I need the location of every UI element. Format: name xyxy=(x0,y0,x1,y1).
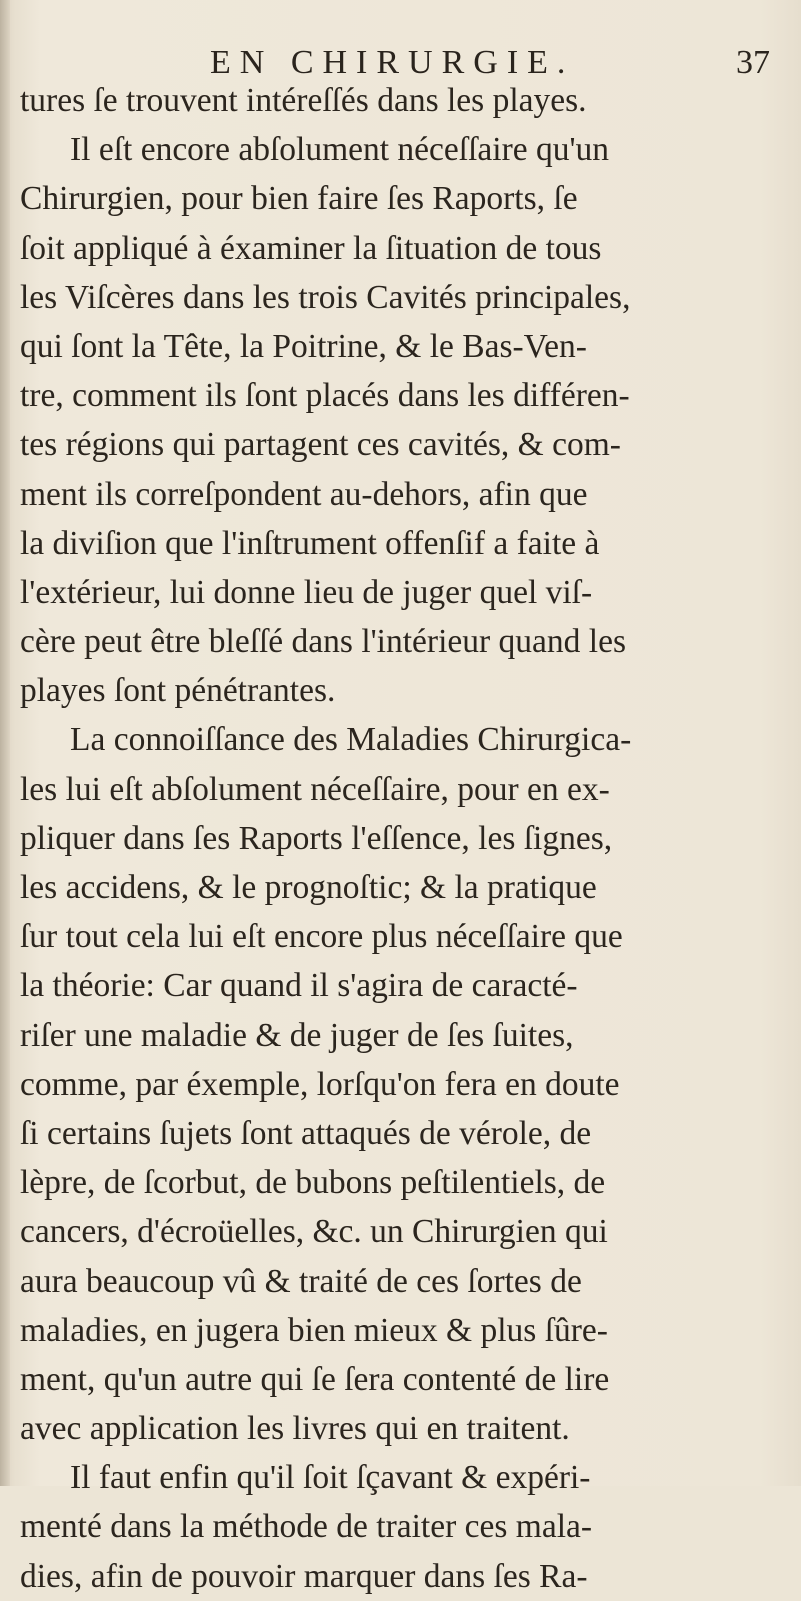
text-line: Il faut enfin qu'il ſoit ſçavant & expéri- xyxy=(70,1459,591,1497)
text-line: ment, qu'un autre qui ſe ſera contenté de lire xyxy=(20,1360,610,1398)
text-line: les accidens, & le prognoſtic; & la pratique xyxy=(20,869,597,906)
text-line: cancers, d'écroüelles, &c. un Chirurgien qui xyxy=(20,1213,608,1251)
text-line: dies, afin de pouvoir marquer dans ſes Ra- xyxy=(20,1557,588,1595)
text-line: tures ſe trouvent intéreſſés dans les playes. xyxy=(20,82,587,119)
text-line: tre, comment ils ſont placés dans les différen- xyxy=(20,377,630,415)
text-line: menté dans la méthode de traiter ces mala- xyxy=(20,1508,593,1546)
text-line: ſur tout cela lui eſt encore plus néceſſaire que xyxy=(20,918,623,956)
text-line: Chirurgien, pour bien faire ſes Raports, ſe xyxy=(20,180,578,218)
body-text xyxy=(20,76,790,1601)
text-line: qui ſont la Tête, la Poitrine, & le Bas-Ven- xyxy=(20,327,587,365)
text-line: ſi certains ſujets ſont attaqués de vérole, de xyxy=(20,1114,592,1152)
text-line: maladies, en jugera bien mieux & plus ſûre- xyxy=(20,1311,608,1349)
text-line: l'extérieur, lui donne lieu de juger quel viſ- xyxy=(20,573,593,611)
text-line: avec application les livres qui en traitent. xyxy=(20,1410,570,1448)
page-number: 37 xyxy=(736,44,770,81)
page-gutter-shadow xyxy=(0,0,10,1486)
text-line: comme, par éxemple, lorſqu'on fera en doute xyxy=(20,1065,620,1103)
text-line: Il eſt encore abſolument néceſſaire qu'un xyxy=(70,131,610,169)
text-line: tes régions qui partagent ces cavités, & com- xyxy=(20,426,621,464)
text-line: ſoit appliqué à éxaminer la ſituation de tous xyxy=(20,229,602,267)
text-line: riſer une maladie & de juger de ſes ſuites, xyxy=(20,1016,574,1054)
text-line: les lui eſt abſolument néceſſaire, pour en ex- xyxy=(20,770,610,808)
text-line: la théorie: Car quand il s'agira de caracté- xyxy=(20,967,578,1005)
text-line: playes ſont pénétrantes. xyxy=(20,672,336,710)
text-line: ment ils correſpondent au-dehors, afin que xyxy=(20,475,588,513)
text-line: la diviſion que l'inſtrument offenſif a faite à xyxy=(20,524,600,562)
text-line: pliquer dans ſes Raports l'eſſence, les ſignes, xyxy=(20,819,613,857)
text-line: les Viſcères dans les trois Cavités principales, xyxy=(20,278,631,316)
text-line: La connoiſſance des Maladies Chirurgica- xyxy=(70,721,632,759)
text-line: cère peut être bleſſé dans l'intérieur quand les xyxy=(20,623,626,661)
running-title: EN CHIRURGIE. xyxy=(210,44,575,81)
text-line: aura beaucoup vû & traité de ces ſortes de xyxy=(20,1262,582,1300)
text-line: lèpre, de ſcorbut, de bubons peſtilentiels, de xyxy=(20,1164,606,1202)
